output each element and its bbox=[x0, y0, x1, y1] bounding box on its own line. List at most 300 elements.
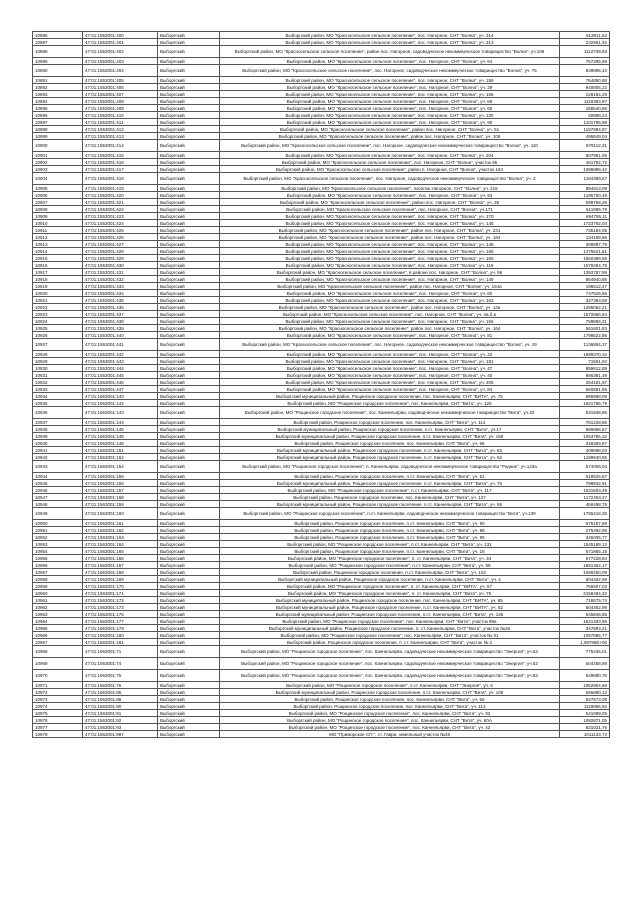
row-number-cell: 10978 bbox=[33, 731, 83, 738]
row-number-cell: 10932 bbox=[33, 379, 83, 386]
value-cell: 735184,05 bbox=[560, 227, 610, 234]
district-cell: Выборгский bbox=[158, 133, 220, 140]
value-cell: 781228,86 bbox=[560, 419, 610, 426]
district-cell: Выборгский bbox=[158, 32, 220, 39]
district-cell: Выборгский bbox=[158, 501, 220, 508]
address-cell: Выборгский район, Рощинское городское поселение, п.ст. Каннельярви, СНТ "Вита", уч. 61 bbox=[220, 473, 560, 480]
district-cell: Выборгский bbox=[158, 433, 220, 440]
value-cell: 399887,79 bbox=[560, 241, 610, 248]
address-cell: Выборгский район, Рощинское городское поселение, п.ст. Каннельярви, СНТ "Вита", уч. 90 bbox=[220, 520, 560, 527]
value-cell: 1541483,55 bbox=[560, 618, 610, 625]
district-cell: Выборгский bbox=[158, 119, 220, 126]
district-cell: Выборгский bbox=[158, 58, 220, 65]
table-row bbox=[33, 618, 610, 625]
district-cell: Выборгский bbox=[158, 527, 220, 534]
district-cell: Выборгский bbox=[158, 105, 220, 112]
row-number-cell: 10887 bbox=[33, 39, 83, 46]
district-cell: Выборгский bbox=[158, 84, 220, 91]
cadastral-number-cell: 47:01:1553001:414 bbox=[83, 140, 158, 152]
table-row bbox=[33, 386, 610, 393]
value-cell: 232961,32 bbox=[560, 39, 610, 46]
row-number-cell: 10911 bbox=[33, 227, 83, 234]
row-number-cell: 10951 bbox=[33, 527, 83, 534]
table-row bbox=[33, 166, 610, 173]
cadastral-number-cell: 47:01:1563001:90 bbox=[83, 703, 158, 710]
table-row bbox=[33, 689, 610, 696]
district-cell: Выборгский bbox=[158, 604, 220, 611]
cadastral-number-cell: 47:01:1563001:175 bbox=[83, 611, 158, 618]
cadastral-number-cell: 47:01:1553001:402 bbox=[83, 46, 158, 58]
table-row bbox=[33, 290, 610, 297]
value-cell: 764850,88 bbox=[560, 77, 610, 84]
row-number-cell: 10960 bbox=[33, 590, 83, 597]
table-row bbox=[33, 227, 610, 234]
value-cell: 1184389,67 bbox=[560, 173, 610, 185]
table-row bbox=[33, 112, 610, 119]
value-cell: 461792,72 bbox=[560, 159, 610, 166]
value-cell: 1723792,04 bbox=[560, 220, 610, 227]
value-cell: 511996,79 bbox=[560, 206, 610, 213]
district-cell: Выборгский bbox=[158, 447, 220, 454]
cadastral-number-cell: 47:01:1553001:428 bbox=[83, 248, 158, 255]
address-cell: Выборгский район, МО "Красносельское сельское поселение", пос. Нагорное, СНТ "Волна", уч. 159 bbox=[220, 77, 560, 84]
district-cell: Выборгский bbox=[158, 234, 220, 241]
district-cell: Выборгский bbox=[158, 140, 220, 152]
cadastral-number-cell: 47:01:1563001:93 bbox=[83, 724, 158, 731]
cadastral-number-cell: 47:01:1553001:429 bbox=[83, 255, 158, 262]
row-number-cell: 10903 bbox=[33, 166, 83, 173]
address-cell: Выборгский район, МО "Красносельское сельское поселение", пос. Нагорное, СНТ "Волна", уч. 47 bbox=[220, 365, 560, 372]
value-cell: 1086899,42 bbox=[560, 166, 610, 173]
address-cell: Выборгский район, МО "Рощинское городское поселение", пос. Каннельярви, садоводческое некоммерческое товарищество "Вита", уч.32 bbox=[220, 407, 560, 419]
table-row bbox=[33, 710, 610, 717]
district-cell: Выборгский bbox=[158, 304, 220, 311]
value-cell: 1172453,27 bbox=[560, 494, 610, 501]
cadastral-number-cell: 47:01:1553001:407 bbox=[83, 91, 158, 98]
address-cell: Выборгский район, МО "Красносельское сельское поселение", пос. Нагорное, СНТ "Волна", уч. 204 bbox=[220, 152, 560, 159]
row-number-cell: 10896 bbox=[33, 112, 83, 119]
table-row bbox=[33, 520, 610, 527]
row-number-cell: 10945 bbox=[33, 480, 83, 487]
cadastral-number-cell: 47:01:1563001:157 bbox=[83, 487, 158, 494]
district-cell: Выборгский bbox=[158, 541, 220, 548]
value-cell: 2158484,32 bbox=[560, 590, 610, 597]
value-cell: 599768,25 bbox=[560, 199, 610, 206]
value-cell: 1545189,13 bbox=[560, 541, 610, 548]
district-cell: Выборгский bbox=[158, 407, 220, 419]
value-cell: 859612,89 bbox=[560, 365, 610, 372]
address-cell: Выборгский район, МО "Красносельское сельское поселение", пос. Нагорное, СНТ "Волна", уч. 22 bbox=[220, 351, 560, 358]
value-cell: 1136894,37 bbox=[560, 339, 610, 351]
value-cell: 504462,99 bbox=[560, 604, 610, 611]
value-cell: 775436,01 bbox=[560, 646, 610, 658]
value-cell: 541089,05 bbox=[560, 710, 610, 717]
district-cell: Выборгский bbox=[158, 703, 220, 710]
table-row bbox=[33, 58, 610, 65]
row-number-cell: 10971 bbox=[33, 682, 83, 689]
table-row bbox=[33, 262, 610, 269]
table-row bbox=[33, 241, 610, 248]
value-cell: 755507,03 bbox=[560, 583, 610, 590]
table-row bbox=[33, 206, 610, 213]
district-cell: Выборгский bbox=[158, 393, 220, 400]
cadastral-number-cell: 47:01:1553001:404 bbox=[83, 65, 158, 77]
address-cell: Выборгский район, МО "Красносельское сельское поселение", район пос. Нагорное, садоводческое некоммерческое товарищество "Волна", уч.108 bbox=[220, 46, 560, 58]
district-cell: Выборгский bbox=[158, 91, 220, 98]
address-cell: Выборгский район, МО "Рощинское городское поселение", пос. Каннельярви, СНТ "Вита", уч. 42 bbox=[220, 724, 560, 731]
address-cell: Выборгский муниципальный район, Рощинское городское поселение, пос. Каннельярви, СНТ "ВИТА", уч. 65 bbox=[220, 597, 560, 604]
value-cell: 575187,89 bbox=[560, 520, 610, 527]
cadastral-number-cell: 47:01:1563001:76 bbox=[83, 682, 158, 689]
cadastral-number-cell: 47:01:1553001:427 bbox=[83, 241, 158, 248]
cadastral-number-cell: 47:01:1563001:144 bbox=[83, 419, 158, 426]
row-number-cell: 10924 bbox=[33, 318, 83, 325]
table-row bbox=[33, 140, 610, 152]
row-number-cell: 10914 bbox=[33, 248, 83, 255]
row-number-cell: 10972 bbox=[33, 689, 83, 696]
address-cell: Выборгский муниципальный район, Рощинское городское поселение, п.ст. Каннельярви, СНТ "Вита", уч. 52 bbox=[220, 454, 560, 461]
address-cell: Выборгский район, МО "Рощинское городское поселение", пос. Каннельярви, садоводческое некоммерческое товарищество "Энергия", уч.63 bbox=[220, 646, 560, 658]
address-cell: Выборгский район, МО "Рощинское городское поселение", пос. Каннельярви, СНТ "Вита", участок 99а bbox=[220, 618, 560, 625]
table-row bbox=[33, 297, 610, 304]
cadastral-number-cell: 47:01:1553001:444 bbox=[83, 365, 158, 372]
cadastral-number-cell: 47:01:1553001:423 bbox=[83, 213, 158, 220]
district-cell: Выборгский bbox=[158, 717, 220, 724]
address-cell: Выборгский район, МО "Красносельское сельское поселение", пос. Нагорное, СНТ "Волна", уч. 82 bbox=[220, 290, 560, 297]
address-cell: Выборгский район, МО "Рощинское городское поселение", п.ст. Каннельярви, садоводческое некоммерческое товарищество "Вита", уч.139 bbox=[220, 508, 560, 520]
row-number-cell: 10912 bbox=[33, 234, 83, 241]
registry-table-body bbox=[33, 32, 610, 738]
cadastral-number-cell: 47:01:1553001:438 bbox=[83, 318, 158, 325]
table-row bbox=[33, 407, 610, 419]
table-row bbox=[33, 611, 610, 618]
table-row bbox=[33, 440, 610, 447]
district-cell: Выборгский bbox=[158, 372, 220, 379]
cadastral-number-cell: 47:01:1563001:152 bbox=[83, 454, 158, 461]
district-cell: Выборгский bbox=[158, 220, 220, 227]
cadastral-number-cell: 47:01:1553001:433 bbox=[83, 283, 158, 290]
row-number-cell: 10933 bbox=[33, 386, 83, 393]
district-cell: Выборгский bbox=[158, 576, 220, 583]
district-cell: Выборгский bbox=[158, 658, 220, 670]
cadastral-number-cell: 47:01:1553001:421 bbox=[83, 199, 158, 206]
value-cell: 409698,03 bbox=[560, 447, 610, 454]
cadastral-number-cell: 47:01:1553001:409 bbox=[83, 105, 158, 112]
table-row bbox=[33, 269, 610, 276]
table-row bbox=[33, 65, 610, 77]
value-cell: 1495062,21 bbox=[560, 304, 610, 311]
district-cell: Выборгский bbox=[158, 670, 220, 682]
address-cell: Выборгский район, МО "Красносельское сельское поселение", пос. Нагорное, СНТ "Волна", уч. 145 bbox=[220, 220, 560, 227]
address-cell: Выборгский район, МО "Красносельское сельское поселение", поселок Нагорное, СНТ "Волна", уч. 215 bbox=[220, 185, 560, 192]
cadastral-number-cell: 47:01:1553001:435 bbox=[83, 297, 158, 304]
cadastral-number-cell: 47:01:1553001:445 bbox=[83, 372, 158, 379]
table-row bbox=[33, 84, 610, 91]
row-number-cell: 10938 bbox=[33, 426, 83, 433]
row-number-cell: 10918 bbox=[33, 276, 83, 283]
address-cell: Выборгский район, Рощинское городское поселение, п.ст. Каннельярви, СНТ "Вита", уч. 95 bbox=[220, 534, 560, 541]
row-number-cell: 10909 bbox=[33, 213, 83, 220]
table-row bbox=[33, 152, 610, 159]
value-cell: 849895,43 bbox=[560, 65, 610, 77]
district-cell: Выборгский bbox=[158, 419, 220, 426]
row-number-cell: 10968 bbox=[33, 646, 83, 658]
table-row bbox=[33, 372, 610, 379]
district-cell: Выборгский bbox=[158, 696, 220, 703]
district-cell: Выборгский bbox=[158, 724, 220, 731]
district-cell: Выборгский bbox=[158, 262, 220, 269]
row-number-cell: 10908 bbox=[33, 206, 83, 213]
cadastral-number-cell: 47:01:1563001:160 bbox=[83, 508, 158, 520]
district-cell: Выборгский bbox=[158, 400, 220, 407]
table-row bbox=[33, 393, 610, 400]
district-cell: Выборгский bbox=[158, 206, 220, 213]
address-cell: Выборгский район, МО "Красносельское сельское поселение", пос. Нагорное, СНТ "Волна", уч. 29 bbox=[220, 84, 560, 91]
cadastral-number-cell: 47:01:1553001:436 bbox=[83, 304, 158, 311]
cadastral-number-cell: 47:01:1553001:410 bbox=[83, 112, 158, 119]
cadastral-number-cell: 47:01:1563001:181 bbox=[83, 639, 158, 646]
table-row bbox=[33, 625, 610, 632]
cadastral-number-cell: 47:01:1553001:437 bbox=[83, 311, 158, 318]
row-number-cell: 10892 bbox=[33, 84, 83, 91]
address-cell: Выборгский муниципальный район, Рощинское городское поселение, п.ст. Каннельярви, СНТ "ВИТА", уч. 62 bbox=[220, 604, 560, 611]
address-cell: Выборгский район, МО "Красносельское сельское поселение", пос. Нагорное, СНТ "Волна", уч. 148 bbox=[220, 241, 560, 248]
address-cell: Выборгский район, Рощинское городское поселение, п.ст. Каннельярви, СНТ "Вита", уч. 88 bbox=[220, 527, 560, 534]
table-row bbox=[33, 604, 610, 611]
value-cell: 831021,76 bbox=[560, 724, 610, 731]
table-row bbox=[33, 731, 610, 738]
address-cell: Выборгский район, МО "Рощинское городское поселение", пос. Каннельярви, СНТ "Вита", участок №-31 bbox=[220, 632, 560, 639]
district-cell: Выборгский bbox=[158, 269, 220, 276]
row-number-cell: 10952 bbox=[33, 534, 83, 541]
table-row bbox=[33, 562, 610, 569]
row-number-cell: 10959 bbox=[33, 583, 83, 590]
value-cell: 347893,21 bbox=[560, 625, 610, 632]
district-cell: Выборгский bbox=[158, 283, 220, 290]
cadastral-number-cell: 47:01:1553001:434 bbox=[83, 290, 158, 297]
table-row bbox=[33, 461, 610, 473]
cadastral-number-cell: 47:01:1553001:440 bbox=[83, 332, 158, 339]
row-number-cell: 10954 bbox=[33, 548, 83, 555]
table-row bbox=[33, 590, 610, 597]
district-cell: Выборгский bbox=[158, 318, 220, 325]
district-cell: Выборгский bbox=[158, 508, 220, 520]
row-number-cell: 10977 bbox=[33, 724, 83, 731]
row-number-cell: 10923 bbox=[33, 311, 83, 318]
address-cell: Выборгский район, Рощинское городское поселение, пос. Каннельярви, СНТ "Вита", уч. 114 bbox=[220, 419, 560, 426]
row-number-cell: 10894 bbox=[33, 98, 83, 105]
district-cell: Выборгский bbox=[158, 290, 220, 297]
value-cell: 1062904,66 bbox=[560, 682, 610, 689]
cadastral-number-cell: 47:01:1563001:75 bbox=[83, 670, 158, 682]
value-cell: 757295,59 bbox=[560, 58, 610, 65]
value-cell: 1092871,05 bbox=[560, 717, 610, 724]
table-row bbox=[33, 696, 610, 703]
address-cell: Выборгский район, МО "Красносельское сельское поселение", пос. Нагорное, СНТ "Волна", уч. 163 bbox=[220, 297, 560, 304]
value-cell: 1475621,81 bbox=[560, 248, 610, 255]
district-cell: Выборгский bbox=[158, 255, 220, 262]
district-cell: Выборгский bbox=[158, 332, 220, 339]
row-number-cell: 10956 bbox=[33, 562, 83, 569]
value-cell: 275492,95 bbox=[560, 527, 610, 534]
district-cell: Выборгский bbox=[158, 569, 220, 576]
district-cell: Выборгский bbox=[158, 65, 220, 77]
district-cell: Выборгский bbox=[158, 365, 220, 372]
value-cell: 1031503,49 bbox=[560, 487, 610, 494]
district-cell: Выборгский bbox=[158, 159, 220, 166]
value-cell: 1393787,98 bbox=[560, 269, 610, 276]
table-row bbox=[33, 119, 610, 126]
row-number-cell: 10890 bbox=[33, 65, 83, 77]
cadastral-number-cell: 47:01:1563001:158 bbox=[83, 494, 158, 501]
cadastral-number-cell: 47:01:1563001:159 bbox=[83, 501, 158, 508]
cadastral-number-cell: 47:01:1563001:92 bbox=[83, 717, 158, 724]
value-cell: 71561,92 bbox=[560, 358, 610, 365]
row-number-cell: 10920 bbox=[33, 290, 83, 297]
address-cell: Выборгский район, МО "Рощинское городское поселение", п. Каннельярви, садоводческое некоммерческое товарищество "Родник", уч.123а bbox=[220, 461, 560, 473]
address-cell: Выборгский район, МО "Красносельское сельское поселение", пос. Нагорное, садоводческое некоммерческое товарищество "Волна", уч. 110 bbox=[220, 140, 560, 152]
district-cell: Выборгский bbox=[158, 646, 220, 658]
value-cell: 1785418,35 bbox=[560, 508, 610, 520]
address-cell: Выборгский муниципальный район, Рощинское городское поселение, п.ст. Каннельярви, СНТ "Вита", уч. 159 bbox=[220, 433, 560, 440]
value-cell: 864940,86 bbox=[560, 276, 610, 283]
district-cell: Выборгский bbox=[158, 98, 220, 105]
address-cell: Выборгский район, МО "Красносельское сельское поселение", пос. Нагорное, СНТ "Волна", участок 96 bbox=[220, 159, 560, 166]
district-cell: Выборгский bbox=[158, 77, 220, 84]
value-cell: 545846,85 bbox=[560, 611, 610, 618]
table-row bbox=[33, 639, 610, 646]
district-cell: Выборгский bbox=[158, 618, 220, 625]
row-number-cell: 10889 bbox=[33, 58, 83, 65]
row-number-cell: 10926 bbox=[33, 332, 83, 339]
district-cell: Выборгский bbox=[158, 639, 220, 646]
row-number-cell: 10962 bbox=[33, 604, 83, 611]
cadastral-number-cell: 47:01:1553001:419 bbox=[83, 185, 158, 192]
address-cell: Выборгский район, Рощинское городское поселение, пос. Каннельярви, СНТ "Вита", уч. 127 bbox=[220, 494, 560, 501]
district-cell: Выборгский bbox=[158, 632, 220, 639]
row-number-cell: 10898 bbox=[33, 126, 83, 133]
district-cell: Выборгский bbox=[158, 520, 220, 527]
table-row bbox=[33, 185, 610, 192]
address-cell: Выборгский район, МО "Рощинское городское поселение", пос. Каннельярви, садоводческое некоммерческое товарищество "Энергия", уч.83 bbox=[220, 670, 560, 682]
table-row bbox=[33, 473, 610, 480]
table-row bbox=[33, 311, 610, 318]
address-cell: Выборгский район, МО "Рощинское городское поселение", пос. Каннельярви, СНТ "Вита", уч. 93 bbox=[220, 710, 560, 717]
value-cell: 60898,24 bbox=[560, 112, 610, 119]
district-cell: Выборгский bbox=[158, 710, 220, 717]
table-row bbox=[33, 91, 610, 98]
cadastral-number-cell: 47:01:1553001:425 bbox=[83, 227, 158, 234]
value-cell: 1112739,93 bbox=[560, 46, 610, 58]
district-cell: Выборгский bbox=[158, 494, 220, 501]
cadastral-number-cell: 47:01:1563001:162 bbox=[83, 527, 158, 534]
address-cell: Выборгский район, МО "Рощинское городское поселение", п.ст. Каннельярви, СНТ "Вита", уч. 99 bbox=[220, 562, 560, 569]
address-cell: МО "Приморское СП ", ст. Гаври, земельный участок №49 bbox=[220, 731, 560, 738]
cadastral-number-cell: 47:01:1563001:146 bbox=[83, 433, 158, 440]
address-cell: Выборгский район, МО "Красносельское сельское поселение", пос. Нагорное, садоводческое некоммерческое товарищество "Волна", уч. 75 bbox=[220, 65, 560, 77]
row-number-cell: 10963 bbox=[33, 611, 83, 618]
cadastral-number-cell: 47:01:1563001:71 bbox=[83, 646, 158, 658]
value-cell: 1572866,84 bbox=[560, 311, 610, 318]
table-row bbox=[33, 501, 610, 508]
row-number-cell: 10927 bbox=[33, 339, 83, 351]
table-row bbox=[33, 569, 610, 576]
cadastral-number-cell: 47:01:1563001:177 bbox=[83, 618, 158, 625]
district-cell: Выборгский bbox=[158, 534, 220, 541]
address-cell: Выборгский район, МО "Рощинское городское поселение", п.ст. Каннельярви, СНТ "Вита", уч. 117 bbox=[220, 487, 560, 494]
district-cell: Выборгский bbox=[158, 276, 220, 283]
district-cell: Выборгский bbox=[158, 39, 220, 46]
value-cell: 1798522,86 bbox=[560, 332, 610, 339]
district-cell: Выборгский bbox=[158, 583, 220, 590]
row-number-cell: 10948 bbox=[33, 501, 83, 508]
value-cell: 1921785,79 bbox=[560, 400, 610, 407]
district-cell: Выборгский bbox=[158, 339, 220, 351]
row-number-cell: 10904 bbox=[33, 173, 83, 185]
cadastral-number-cell: 47:01:1553001:422 bbox=[83, 206, 158, 213]
cadastral-number-cell: 47:01:1553001:430 bbox=[83, 262, 158, 269]
row-number-cell: 10939 bbox=[33, 433, 83, 440]
address-cell: Выборгский район, МО "Красносельское сельское поселение", пос. Нагорное, СНТ "Волна", уч. 160 bbox=[220, 255, 560, 262]
land-plot-registry-table bbox=[32, 31, 610, 738]
value-cell: 531838,86 bbox=[560, 407, 610, 419]
address-cell: Выборгский район, МО "Красносельское сельское поселение", пос. Нагорное, СНТ "Волна", уч. 81 bbox=[220, 332, 560, 339]
cadastral-number-cell: 47:01:1563001:140 bbox=[83, 393, 158, 400]
address-cell: Выборгский муниципальный район, Рощинское городское поселение, п.ст. Каннельярви, СНТ "Вита", уч. 55 bbox=[220, 501, 560, 508]
address-cell: Выборгский район, МО "Красносельское сельское поселение", пос. Нагорное, СНТ "Волна", уч. 90 bbox=[220, 119, 560, 126]
address-cell: Выборгский район, МО "Красносельское сельское поселение", пос. Нагорное, СНТ "Волна", уч. 130 bbox=[220, 112, 560, 119]
row-number-cell: 10937 bbox=[33, 419, 83, 426]
value-cell: 345005,77 bbox=[560, 534, 610, 541]
cadastral-number-cell: 47:01:1563001:74 bbox=[83, 658, 158, 670]
row-number-cell: 10942 bbox=[33, 454, 83, 461]
cadastral-number-cell: 47:01:1563001:163 bbox=[83, 534, 158, 541]
row-number-cell: 10975 bbox=[33, 710, 83, 717]
district-cell: Выборгский bbox=[158, 351, 220, 358]
district-cell: Выборгский bbox=[158, 185, 220, 192]
row-number-cell: 10931 bbox=[33, 372, 83, 379]
value-cell: 527673,08 bbox=[560, 696, 610, 703]
value-cell: 1579254,78 bbox=[560, 262, 610, 269]
address-cell: Выборгский район, Рощинское городское поселение, пос. Каннельярви, СНТ "Вита", уч. 96 bbox=[220, 440, 560, 447]
row-number-cell: 10910 bbox=[33, 220, 83, 227]
district-cell: Выборгский bbox=[158, 682, 220, 689]
table-row bbox=[33, 213, 610, 220]
table-row bbox=[33, 365, 610, 372]
address-cell: Выборгский район, МО "Красносельское сельское поселение", пос. Нагорное, СНТ "Волна", уч. 156 bbox=[220, 318, 560, 325]
value-cell: 128184,29 bbox=[560, 91, 610, 98]
cadastral-number-cell: 47:01:1553001:411 bbox=[83, 119, 158, 126]
value-cell: 894813,09 bbox=[560, 185, 610, 192]
row-number-cell: 10936 bbox=[33, 407, 83, 419]
row-number-cell: 10967 bbox=[33, 639, 83, 646]
address-cell: Выборгский район, МО "Красносельское сельское поселение", пос. Нагорное, СНТ "Волна", уч.171 bbox=[220, 206, 560, 213]
row-number-cell: 10925 bbox=[33, 325, 83, 332]
district-cell: Выборгский bbox=[158, 689, 220, 696]
table-row bbox=[33, 220, 610, 227]
value-cell: 560891,55 bbox=[560, 386, 610, 393]
table-row bbox=[33, 77, 610, 84]
row-number-cell: 10957 bbox=[33, 569, 83, 576]
address-cell: Выборгский район, МО "Красносельское сельское поселение", в районе пос. Нагорное, СНТ "Волна", уч. 56 bbox=[220, 269, 560, 276]
row-number-cell: 10891 bbox=[33, 77, 83, 84]
cadastral-number-cell: 47:01:1553001:447 bbox=[83, 386, 158, 393]
value-cell: 807991,05 bbox=[560, 152, 610, 159]
table-row bbox=[33, 703, 610, 710]
district-cell: Выборгский bbox=[158, 152, 220, 159]
table-row bbox=[33, 646, 610, 658]
value-cell: 940805,22 bbox=[560, 84, 610, 91]
